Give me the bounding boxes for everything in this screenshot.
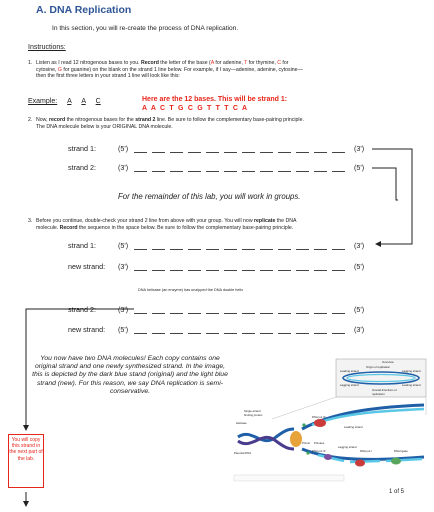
copy-1-new-strand-label: new strand:	[68, 262, 106, 271]
arrow-strand-2c	[376, 200, 402, 308]
intro-text: In this section, you will re-create the process of DNA replication.	[52, 25, 239, 32]
side-note: You will copy this strand in the next part of the lab.	[8, 434, 44, 488]
step-1-line-3: then the first three letters in your strand 1 line will look like this:	[36, 73, 180, 80]
okazaki-2	[350, 461, 380, 462]
strand-2-start: (3')	[118, 163, 129, 172]
section-title: A. DNA Replication	[36, 4, 132, 16]
helicase-shape	[290, 431, 302, 447]
arrow-strand-1	[372, 149, 412, 244]
label-origin: Origin of replication	[366, 365, 391, 369]
bases-note-title: Here are the 12 bases. This will be strand 1:	[142, 96, 288, 103]
label-helicase: Helicase	[236, 421, 247, 425]
bases-sequence: A A C T G C G T T T C A	[142, 105, 249, 112]
label-lagging-top: Lagging strand	[402, 369, 421, 373]
copy-1-strand-1-start: (5')	[118, 241, 129, 250]
ligase-shape	[391, 458, 401, 465]
helicase-note: DNA helicase (an enzyme) has unzipped the DNA double helix	[138, 288, 244, 292]
copy-1-new-strand-start: (3')	[118, 262, 129, 271]
label-single-strand: Single-strand binding protein	[244, 409, 263, 417]
group-note: For the remainder of this lab, you will work in groups.	[118, 192, 301, 201]
page-number: 1 of 5	[388, 489, 404, 495]
parental-dna	[238, 429, 294, 441]
step-3-number: 3.	[28, 218, 33, 224]
step-1-number: 1.	[28, 60, 33, 66]
example-letter: A	[81, 98, 86, 105]
primase-shape	[324, 454, 332, 460]
label-lagging-mid: Lagging strand	[340, 383, 359, 387]
step-2-line-2: The DNA molecule below is your ORIGINAL DNA molecule.	[36, 123, 173, 130]
strand-1-label: strand 1:	[68, 144, 96, 153]
step-2-number: 2.	[28, 117, 33, 123]
label-pol1: DNA pol I	[360, 449, 372, 453]
copy-2-new-strand-label: new strand:	[68, 325, 106, 334]
example-letter: A	[67, 98, 72, 105]
label-leading: Leading strand	[344, 425, 363, 429]
label-parental: Parental DNA	[234, 451, 252, 455]
copy-2-new-strand-start: (5')	[118, 325, 129, 334]
step-2-line-1: Now, record the nitrogenous bases for the strand 2 line. Be sure to follow the complementary base-pairing principle.	[36, 117, 304, 123]
copy-1-new-strand-end: (5')	[354, 262, 365, 271]
label-leading-mid: Leading strand	[402, 383, 421, 387]
label-primer: Primer	[302, 441, 311, 445]
label-pol3: DNA pol III	[312, 415, 326, 419]
copy-2-strand-2-end: (5')	[354, 305, 365, 314]
label-pol3b: DNA pol III	[312, 449, 326, 453]
semi-conservative-paragraph: You now have two DNA molecules! Each copy contains one original strand and one newly synthesized strand. In the image, this is depicted by the dark blue stand (original) and the light blue strand (new). For this reason, we say DNA replication is semi-conservative.	[32, 355, 228, 395]
label-leading-top: Leading strand	[340, 369, 359, 373]
step-1-line-2: cytosine, G for guanine) on the blank on the strand 1 line below. For example, if I say—adenine, adenine, cytosine—	[36, 66, 303, 73]
example-label: Example:	[28, 98, 58, 105]
strand-1-end: (3')	[354, 144, 365, 153]
arrow-strand-2	[372, 168, 434, 200]
copy-2-strand-2-start: (3')	[118, 305, 129, 314]
strand-2-end: (5')	[354, 163, 365, 172]
label-ligase: DNA ligase	[394, 449, 408, 453]
instructions-heading: Instructions:	[28, 44, 66, 51]
example-letter: C	[95, 98, 101, 105]
label-primase: Primase	[314, 441, 325, 445]
step-3-line-1: Before you continue, double-check your strand 2 line from above with your group. You will now replicate the DNA	[36, 218, 297, 224]
copy-1-strand-1-end: (3')	[354, 241, 365, 250]
strand-2-label: strand 2:	[68, 163, 96, 172]
replication-diagram-art	[232, 357, 428, 483]
copy-2-new-strand-end: (3')	[354, 325, 365, 334]
label-overview: Overview	[382, 360, 394, 364]
pol3-shape	[314, 419, 326, 427]
label-lagging: Lagging strand	[338, 445, 357, 449]
arrow-strand-2b	[372, 168, 398, 200]
copy-2-strand-2-label: strand 2:	[68, 305, 96, 314]
step-1-line-1: Listen as I read 12 nitrogenous bases to you. Record the letter of the base (A for adenine, T for thymine, C for	[36, 60, 289, 66]
copy-1-strand-1-label: strand 1:	[68, 241, 96, 250]
strand-1-start: (5')	[118, 144, 129, 153]
replication-diagram	[232, 357, 428, 483]
step-3-line-2: molecule. Record the sequence in the space below. Be sure to follow the complementary base-pairing principle.	[36, 224, 294, 231]
label-overall: Overall directions of replication	[372, 388, 397, 396]
